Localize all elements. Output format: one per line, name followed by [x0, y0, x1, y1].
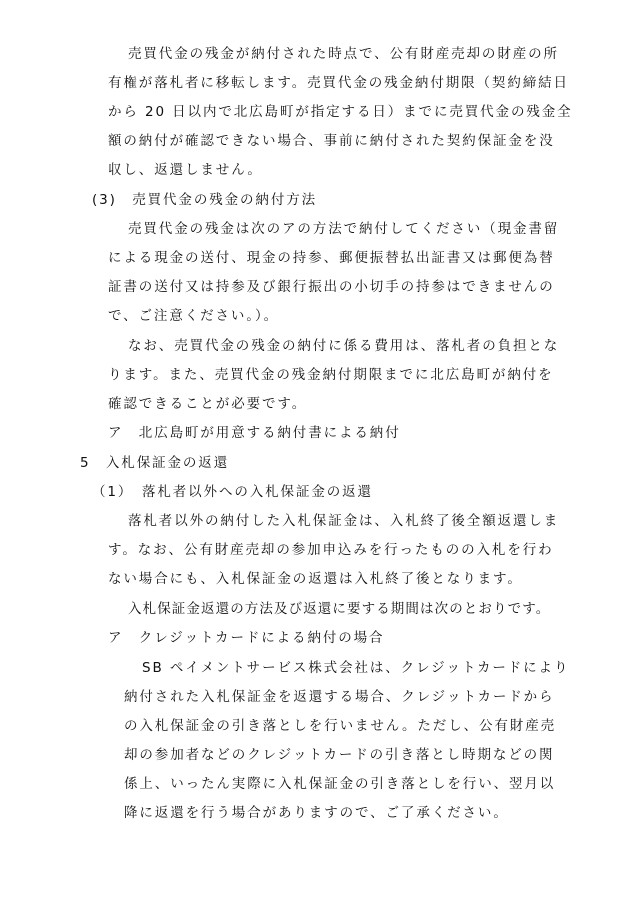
- paragraph-line: 証書の送付又は持参及び銀行振出の小切手の持参はできませんの: [108, 279, 555, 295]
- paragraph-line: ない場合にも、入札保証金の返還は入札終了後となります。: [108, 571, 523, 587]
- section-heading: （1） 落札者以外への入札保証金の返還: [92, 484, 373, 500]
- list-item: ア クレジットカードによる納付の場合: [108, 630, 385, 646]
- paragraph-line: 確認できることが必要です。: [108, 396, 308, 412]
- section-heading: (3) 売買代金の残金の納付方法: [92, 192, 318, 208]
- paragraph-line: 落札者以外の納付した入札保証金は、入札終了後全額返還しま: [128, 513, 560, 529]
- paragraph-line: 納付された入札保証金を返還する場合、クレジットカードから: [124, 689, 555, 705]
- paragraph-line: 係上、いったん実際に入札保証金の引き落としを行い、翌月以: [124, 776, 556, 792]
- paragraph-line: 入札保証金返還の方法及び返還に要する期間は次のとおりです。: [128, 601, 551, 617]
- paragraph-line: 売買代金の残金は次のアの方法で納付してください（現金書留: [128, 221, 560, 237]
- paragraph-line: から 20 日以内で北広島町が指定する日）までに売買代金の残金全: [108, 104, 573, 120]
- paragraph-line: 収し、返還しません。: [108, 162, 263, 178]
- list-item: ア 北広島町が用意する納付書による納付: [108, 425, 401, 441]
- paragraph-line: ります。また、売買代金の残金納付期限までに北広島町が納付を: [108, 367, 554, 383]
- section-heading: 5 入札保証金の返還: [80, 455, 230, 471]
- paragraph-line: なお、売買代金の残金の納付に係る費用は、落札者の負担とな: [128, 338, 560, 354]
- paragraph-line: 却の参加者などのクレジットカードの引き落とし時期などの関: [124, 747, 555, 763]
- paragraph-line: SB ペイメントサービス株式会社は、クレジットカードにより: [142, 660, 570, 676]
- paragraph-line: による現金の送付、現金の持参、郵便振替払出証書又は郵便為替: [108, 250, 555, 266]
- paragraph-line: 額の納付が確認できない場合、事前に納付された契約保証金を没: [108, 133, 555, 149]
- paragraph-line: 売買代金の残金が納付された時点で、公有財産売却の財産の所: [128, 46, 559, 62]
- paragraph-line: の入札保証金の引き落としを行いません。ただし、公有財産売: [124, 718, 557, 734]
- paragraph-line: で、ご注意ください。）。: [108, 308, 280, 324]
- paragraph-line: 有権が落札者に移転します。売買代金の残金納付期限（契約締結日: [108, 75, 569, 91]
- paragraph-line: す。なお、公有財産売却の参加申込みを行ったものの入札を行わ: [108, 542, 554, 558]
- paragraph-line: 降に返還を行う場合がありますので、ご了承ください。: [124, 805, 509, 821]
